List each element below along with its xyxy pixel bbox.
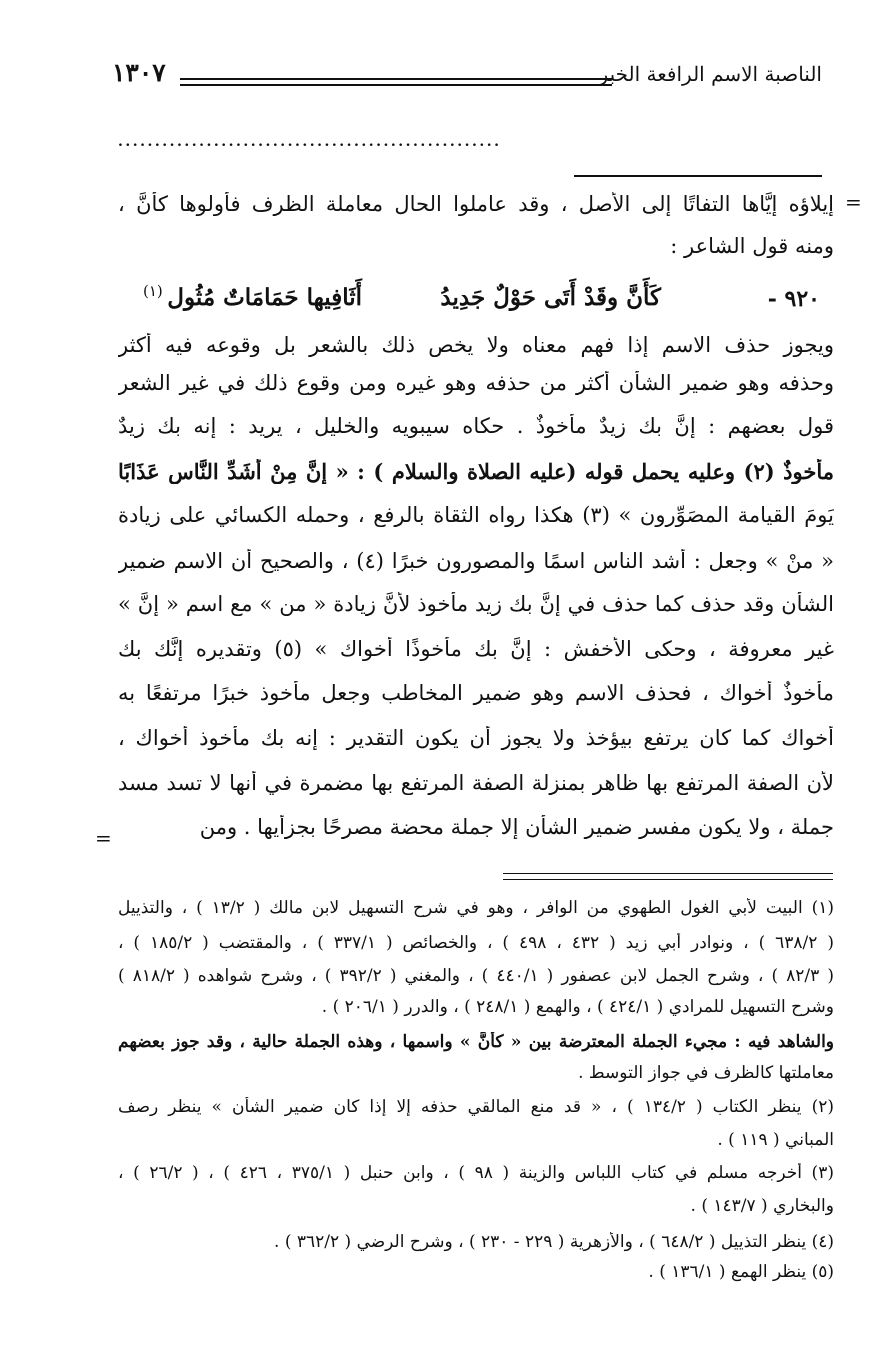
- footnote-line: (١) البيت لأبي الغول الطهوي من الوافر ، وهو في شرح التسهيل لابن مالك ( ١٣/٢ ) ، والتذييل: [118, 898, 834, 918]
- body-line: مأخوذٌ (٢) وعليه يحمل قوله (عليه الصلاة والسلام ) : « إِنَّ مِنْ أَشَدِّ النَّاسِ عَذَابًا: [118, 459, 834, 484]
- footnote-line: ( ٦٣٨/٢ ) ، ونوادر أبي زيد ( ٤٣٢ ، ٤٩٨ ) ، والخصائص ( ٣٣٧/١ ) ، والمقتضب ( ١٨٥/٢ ) ،: [118, 933, 834, 953]
- running-header-title: الناصبة الاسم الرافعة الخبر: [598, 62, 822, 86]
- body-line: لأن الصفة المرتفع بها ظاهر بمنزلة الصفة المرتفع بها مضمرة في أنها لا تسد مسد: [118, 771, 834, 795]
- header-rule-bottom: [180, 84, 612, 86]
- body-line: مأخوذٌ أخواك ، فحذف الاسم وهو ضمير المخاطب وجعل مأخوذ خبرًا مرتفعًا به: [118, 681, 834, 705]
- verse-second-hemistich: أَثَافِيها حَمَامَاتٌ مُثُول: [167, 284, 362, 311]
- footnote-line: (٥) ينظر الهمع ( ١٣٦/١ ) .: [648, 1262, 834, 1282]
- continuation-mark-top: =: [845, 190, 862, 214]
- continuation-mark-bottom: =: [95, 826, 112, 850]
- body-line: قول بعضهم : إنَّ بك زيدٌ مأخوذٌ . حكاه سيبويه والخليل ، يريد : إنه بك زيدٌ: [118, 414, 834, 438]
- footnote-line: (٤) ينظر التذييل ( ٦٤٨/٢ ) ، والأزهرية ( ٢٢٩ - ٢٣٠ ) ، وشرح الرضي ( ٣٦٢/٢ ) .: [274, 1232, 834, 1252]
- body-line: ومنه قول الشاعر :: [670, 234, 834, 258]
- header-rule-top: [180, 78, 612, 80]
- body-line: الشأن وقد حذف كما حذف في إنَّ بك زيد مأخوذ لأنَّ زيادة « من » مع اسم « إنَّ »: [118, 592, 834, 616]
- footnote-line: معاملتها كالظرف في جواز التوسط .: [578, 1063, 834, 1083]
- body-line: أخواك كما كان يرتفع بيؤخذ ولا يجوز أن يكون التقدير : إنه بك مأخوذ أخواك ،: [118, 726, 834, 750]
- verse-number: ٩٢٠ -: [767, 286, 820, 312]
- footnote-line: (٣) أخرجه مسلم في كتاب اللباس والزينة ( ٩٨ ) ، وابن حنبل ( ٣٧٥/١ ، ٤٢٦ ) ، ( ٢٦/٢ ) ،: [118, 1163, 834, 1183]
- body-line: جملة ، ولا يكون مفسر ضمير الشأن إلا جملة محضة مصرحًا بجزأيها . ومن: [199, 815, 834, 839]
- footnote-line: وشرح التسهيل للمرادي ( ٤٢٤/١ ) ، والهمع ( ٢٤٨/١ ) ، والدرر ( ٢٠٦/١ ) .: [321, 997, 834, 1017]
- footnote-line: المباني ( ١١٩ ) .: [717, 1130, 834, 1150]
- body-line: يَومَ القيامة المصَوِّرون » (٣) هكذا رواه الثقاة بالرفع ، وحمله الكسائي على زيادة: [118, 503, 834, 527]
- separator-dots: ....................................................: [118, 134, 502, 150]
- footnote-line: والشاهد فيه : مجيء الجملة المعترضة بين « كأنَّ » واسمها ، وهذه الجملة حالية ، وقد جوز بعضهم: [118, 1032, 834, 1052]
- verse-first-hemistich: كَأَنَّ وقَدْ أَتَى حَوْلٌ جَدِيدُ: [440, 284, 661, 311]
- footnote-rule-top: [503, 873, 833, 874]
- footnote-line: والبخاري ( ١٤٣/٧ ) .: [690, 1196, 834, 1216]
- separator-rule: [574, 175, 822, 177]
- footnote-rule-bottom: [503, 879, 833, 880]
- page-number: ١٣٠٧: [112, 58, 166, 87]
- body-line: وحذفه وهو ضمير الشأن أكثر من حذفه وهو غيره ومن وقوع ذلك في غير الشعر: [118, 371, 834, 395]
- body-line: ويجوز حذف الاسم إذا فهم معناه ولا يخص ذلك بالشعر بل وقوعه فيه أكثر: [118, 333, 834, 357]
- footnote-line: (٢) ينظر الكتاب ( ١٣٤/٢ ) ، « قد منع المالقي حذفه إلا إذا كان ضمير الشأن » ينظر رصف: [118, 1097, 834, 1117]
- footnote-line: ( ٨٢/٣ ) ، وشرح الجمل لابن عصفور ( ٤٤٠/١ ) ، والمغني ( ٣٩٢/٢ ) ، وشرح شواهده ( ٨١٨/٢ ): [118, 966, 834, 986]
- verse-footnote-ref: (١): [143, 282, 163, 300]
- body-line: « منْ » وجعل : أشد الناس اسمًا والمصورون خبرًا (٤) ، والصحيح أن الاسم ضمير: [118, 549, 834, 573]
- body-line: إيلاؤه إيَّاها التفاتًا إلى الأصل ، وقد عاملوا الحال معاملة الظرف فأولوها كأنَّ ،: [118, 192, 834, 216]
- body-line: غير معروفة ، وحكى الأخفش : إنَّ بك مأخوذًا أخواك » (٥) وتقديره إنَّك بك: [118, 637, 834, 661]
